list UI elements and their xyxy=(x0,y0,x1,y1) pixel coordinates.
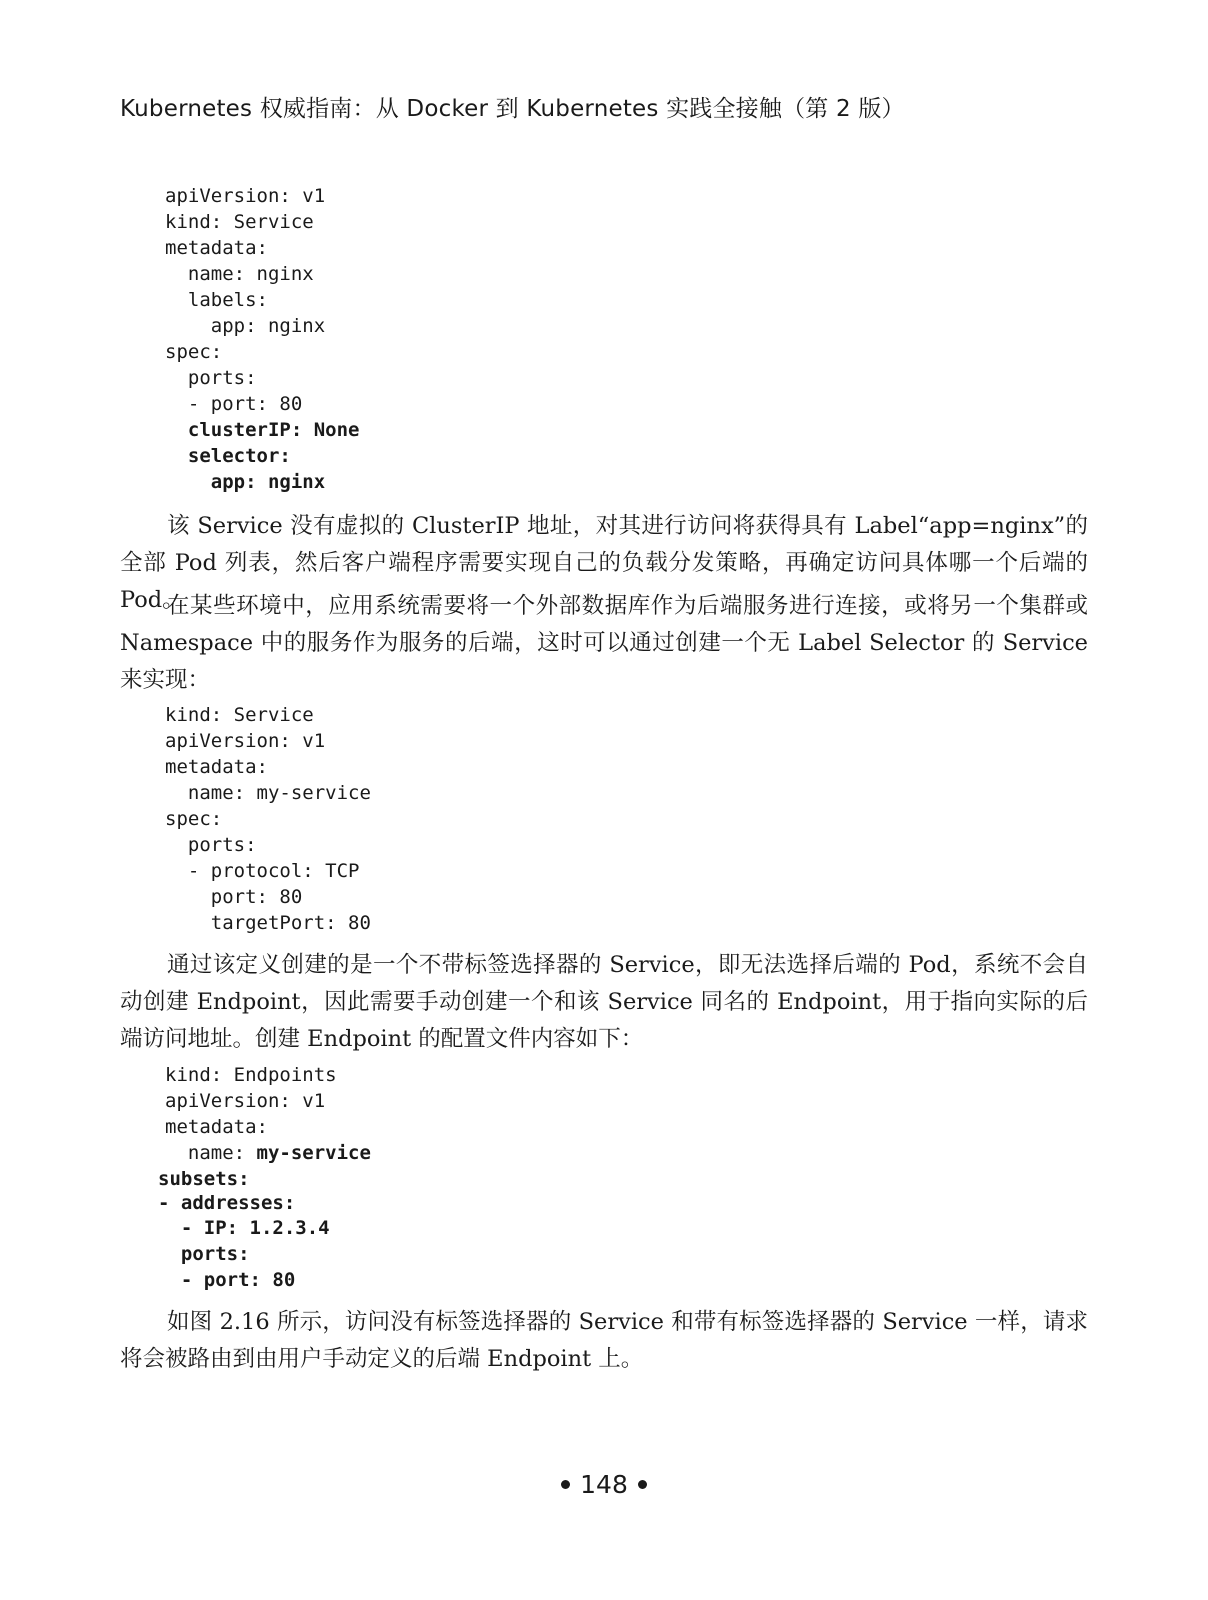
code-line: name: my-service xyxy=(165,782,371,804)
page-header-title: Kubernetes 权威指南：从 Docker 到 Kubernetes 实践全接触（第 2 版） xyxy=(120,96,905,122)
code-line: - protocol: TCP xyxy=(165,860,360,882)
code-line-bold: - IP: 1.2.3.4 xyxy=(158,1217,330,1239)
code-line-bold: app: nginx xyxy=(165,471,326,493)
paragraph-external-service-intro: 在某些环境中，应用系统需要将一个外部数据库作为后端服务进行连接，或将另一个集群或 Namespace 中的服务作为服务的后端，这时可以通过创建一个无 Label Selector 的 Service 来实现： xyxy=(120,593,1088,693)
code-line: app: nginx xyxy=(165,315,326,337)
code-line: labels: xyxy=(165,289,268,311)
page-number-value: 148 xyxy=(580,1470,628,1499)
code-line: metadata: xyxy=(165,1116,268,1138)
code-line: spec: xyxy=(165,808,223,830)
code-line: spec: xyxy=(165,341,223,363)
code-line: metadata: xyxy=(165,756,268,778)
code-key: name: xyxy=(165,1142,257,1164)
code-line xyxy=(165,1140,371,1166)
code-line: ports: xyxy=(165,367,257,389)
code-line: apiVersion: v1 xyxy=(165,185,326,207)
code-value-bold: my-service xyxy=(256,1142,371,1164)
paragraph-headless-description: 该 Service 没有虚拟的 ClusterIP 地址，对其进行访问将获得具有 Label“app=nginx”的全部 Pod 列表，然后客户端程序需要实现自己的负载分发策略，再确定访问具体哪一个后端的 Pod。 xyxy=(120,513,1088,613)
bullet-icon xyxy=(638,1480,647,1489)
code-line-bold: clusterIP: None xyxy=(165,419,360,441)
code-line: apiVersion: v1 xyxy=(165,730,326,752)
page-number xyxy=(0,1470,1208,1499)
code-line: kind: Service xyxy=(165,704,314,726)
code-line: ports: xyxy=(165,834,257,856)
code-line: apiVersion: v1 xyxy=(165,1090,326,1112)
code-line: - port: 80 xyxy=(165,393,303,415)
code-line: kind: Endpoints xyxy=(165,1064,337,1086)
code-line: kind: Service xyxy=(165,211,314,233)
code-line-bold: ports: xyxy=(158,1243,250,1265)
code-line: targetPort: 80 xyxy=(165,912,371,934)
code-line: metadata: xyxy=(165,237,268,259)
code-line-bold: selector: xyxy=(165,445,291,467)
paragraph-routing-note: 如图 2.16 所示，访问没有标签选择器的 Service 和带有标签选择器的 Service 一样，请求将会被路由到由用户手动定义的后端 Endpoint 上。 xyxy=(120,1309,1088,1372)
code-line-bold: subsets: xyxy=(158,1168,250,1190)
code-line: name: nginx xyxy=(165,263,314,285)
bullet-icon xyxy=(561,1480,570,1489)
code-line-bold: - port: 80 xyxy=(158,1269,296,1291)
code-line-bold: - addresses: xyxy=(158,1192,296,1214)
code-line: port: 80 xyxy=(165,886,303,908)
paragraph-endpoint-explanation: 通过该定义创建的是一个不带标签选择器的 Service，即无法选择后端的 Pod，系统不会自动创建 Endpoint，因此需要手动创建一个和该 Service 同名的 Endpoint，用于指向实际的后端访问地址。创建 Endpoint 的配置文件内容如下： xyxy=(120,952,1088,1052)
